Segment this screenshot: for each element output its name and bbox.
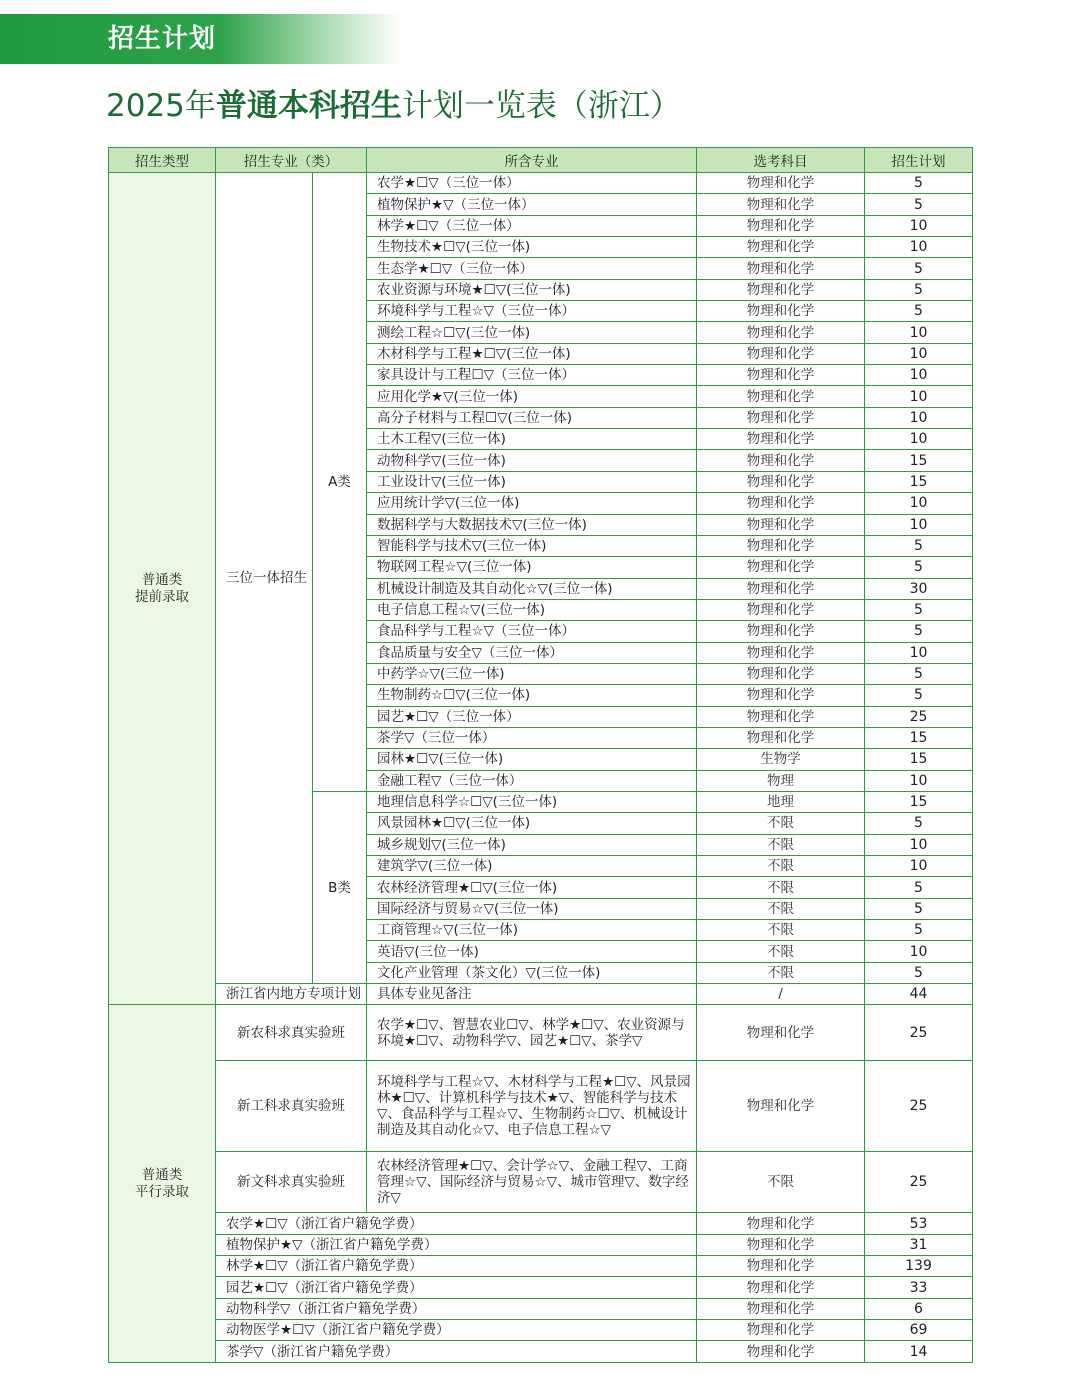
required-subjects: 物理和化学 — [697, 237, 865, 258]
major-name: 农学★☐▽（浙江省户籍免学费） — [216, 1213, 697, 1234]
required-subjects: 物理和化学 — [697, 1298, 865, 1319]
required-subjects: 物理和化学 — [697, 727, 865, 748]
required-subjects: 物理和化学 — [697, 706, 865, 727]
required-subjects: 地理 — [697, 791, 865, 812]
plan-count: 139 — [865, 1256, 973, 1277]
table-row — [109, 1005, 973, 1061]
major-name: 应用化学★▽(三位一体) — [367, 386, 697, 407]
table-row — [109, 1320, 973, 1341]
required-subjects: 物理和化学 — [697, 535, 865, 556]
plan-count: 6 — [865, 1298, 973, 1319]
major-name: 生物制药☆☐▽(三位一体) — [367, 685, 697, 706]
major-name: 植物保护★▽（三位一体） — [367, 194, 697, 215]
enrollment-plan-table — [108, 147, 973, 1363]
type-label-line1: 普通类 — [141, 1166, 183, 1183]
required-subjects: 不限 — [697, 856, 865, 877]
plan-count: 10 — [865, 407, 973, 428]
page-title — [106, 84, 681, 128]
required-subjects: 不限 — [697, 920, 865, 941]
plan-count: 5 — [865, 920, 973, 941]
type-label-line2: 提前录取 — [135, 588, 189, 605]
major-name: 木材科学与工程★☐▽(三位一体) — [367, 343, 697, 364]
table-row — [109, 1213, 973, 1234]
col-header-plan: 招生计划 — [865, 148, 973, 173]
type-label-line1: 普通类 — [141, 571, 183, 588]
required-subjects: 不限 — [697, 877, 865, 898]
major-name: 建筑学▽(三位一体) — [367, 856, 697, 877]
type-early-admission — [109, 173, 216, 1005]
major-name: 智能科学与技术▽(三位一体) — [367, 535, 697, 556]
major-name: 具体专业见备注 — [367, 984, 697, 1005]
plan-count: 15 — [865, 791, 973, 812]
required-subjects: 物理和化学 — [697, 407, 865, 428]
plan-count: 5 — [865, 173, 973, 194]
plan-count: 10 — [865, 514, 973, 535]
major-name: 国际经济与贸易☆▽(三位一体) — [367, 898, 697, 919]
major-name: 动物科学▽（浙江省户籍免学费） — [216, 1298, 697, 1319]
plan-count: 14 — [865, 1341, 973, 1362]
plan-count: 10 — [865, 365, 973, 386]
plan-count: 33 — [865, 1277, 973, 1298]
type-parallel-admission — [109, 1005, 216, 1362]
required-subjects: 物理和化学 — [697, 1005, 865, 1061]
required-subjects: 物理和化学 — [697, 450, 865, 471]
required-subjects: 物理和化学 — [697, 471, 865, 492]
table-row — [109, 1234, 973, 1255]
required-subjects: 物理和化学 — [697, 215, 865, 236]
plan-count: 30 — [865, 578, 973, 599]
plan-count: 5 — [865, 813, 973, 834]
plan-count: 15 — [865, 727, 973, 748]
major-name: 英语▽(三位一体) — [367, 941, 697, 962]
required-subjects: 物理和化学 — [697, 343, 865, 364]
major-name: 应用统计学▽(三位一体) — [367, 493, 697, 514]
required-subjects: 物理和化学 — [697, 386, 865, 407]
plan-count: 10 — [865, 941, 973, 962]
required-subjects: 物理和化学 — [697, 279, 865, 300]
required-subjects: 不限 — [697, 834, 865, 855]
major-name: 生态学★☐▽（三位一体） — [367, 258, 697, 279]
major-list: 农学★☐▽、智慧农业☐▽、林学★☐▽、农业资源与环境★☐▽、动物科学▽、园艺★☐▽、茶学▽ — [367, 1005, 697, 1061]
table-row — [109, 173, 973, 194]
major-name: 食品质量与安全▽（三位一体） — [367, 642, 697, 663]
plan-count: 10 — [865, 770, 973, 791]
table-row — [109, 1298, 973, 1319]
required-subjects: 物理和化学 — [697, 301, 865, 322]
major-name: 林学★☐▽（浙江省户籍免学费） — [216, 1256, 697, 1277]
required-subjects: 物理和化学 — [697, 258, 865, 279]
required-subjects: 不限 — [697, 813, 865, 834]
required-subjects: / — [697, 984, 865, 1005]
major-name: 茶学▽（三位一体） — [367, 727, 697, 748]
required-subjects: 物理和化学 — [697, 493, 865, 514]
major-name: 工商管理☆▽(三位一体) — [367, 920, 697, 941]
special-plan-category: 浙江省内地方专项计划 — [216, 984, 367, 1005]
required-subjects: 物理和化学 — [697, 1234, 865, 1255]
required-subjects: 物理和化学 — [697, 578, 865, 599]
table-header-row — [109, 148, 973, 173]
type-label-line2: 平行录取 — [135, 1183, 189, 1200]
plan-count: 10 — [865, 343, 973, 364]
major-name: 茶学▽（浙江省户籍免学费） — [216, 1341, 697, 1362]
major-name: 测绘工程☆☐▽(三位一体) — [367, 322, 697, 343]
title-year: 2025年 — [106, 88, 216, 124]
major-name: 动物医学★☐▽（浙江省户籍免学费） — [216, 1320, 697, 1341]
major-name: 城乡规划▽(三位一体) — [367, 834, 697, 855]
col-header-type: 招生类型 — [109, 148, 216, 173]
required-subjects: 物理和化学 — [697, 1061, 865, 1152]
major-name: 生物技术★☐▽(三位一体) — [367, 237, 697, 258]
plan-count: 25 — [865, 706, 973, 727]
plan-count: 25 — [865, 1061, 973, 1152]
major-name: 植物保护★▽（浙江省户籍免学费） — [216, 1234, 697, 1255]
plan-count: 5 — [865, 535, 973, 556]
required-subjects: 物理和化学 — [697, 621, 865, 642]
major-name: 园林★☐▽(三位一体) — [367, 749, 697, 770]
plan-count: 5 — [865, 685, 973, 706]
required-subjects: 物理和化学 — [697, 322, 865, 343]
required-subjects: 不限 — [697, 1152, 865, 1213]
section-banner — [0, 14, 400, 64]
plan-count: 5 — [865, 258, 973, 279]
table-row — [109, 1341, 973, 1362]
experimental-class-name: 新文科求真实验班 — [216, 1152, 367, 1213]
plan-count: 5 — [865, 877, 973, 898]
required-subjects: 物理和化学 — [697, 194, 865, 215]
table-row — [109, 984, 973, 1005]
title-rest: 计划一览表（浙江） — [401, 88, 681, 124]
required-subjects: 不限 — [697, 962, 865, 983]
major-name: 电子信息工程☆▽(三位一体) — [367, 599, 697, 620]
major-name: 高分子材料与工程☐▽(三位一体) — [367, 407, 697, 428]
plan-count: 15 — [865, 749, 973, 770]
col-header-majors: 所含专业 — [367, 148, 697, 173]
plan-count: 10 — [865, 429, 973, 450]
required-subjects: 物理和化学 — [697, 1256, 865, 1277]
required-subjects: 物理和化学 — [697, 663, 865, 684]
plan-count: 25 — [865, 1152, 973, 1213]
required-subjects: 物理和化学 — [697, 1341, 865, 1362]
required-subjects: 物理和化学 — [697, 173, 865, 194]
plan-count: 10 — [865, 856, 973, 877]
major-name: 园艺★☐▽（浙江省户籍免学费） — [216, 1277, 697, 1298]
major-name: 金融工程▽（三位一体） — [367, 770, 697, 791]
major-name: 物联网工程☆▽(三位一体) — [367, 557, 697, 578]
table-row — [109, 1256, 973, 1277]
plan-count: 5 — [865, 898, 973, 919]
required-subjects: 物理和化学 — [697, 429, 865, 450]
plan-count: 5 — [865, 557, 973, 578]
required-subjects: 物理 — [697, 770, 865, 791]
major-name: 中药学☆▽(三位一体) — [367, 663, 697, 684]
plan-count: 10 — [865, 237, 973, 258]
major-name: 林学★☐▽（三位一体） — [367, 215, 697, 236]
plan-count: 5 — [865, 279, 973, 300]
plan-count: 44 — [865, 984, 973, 1005]
major-name: 家具设计与工程☐▽（三位一体） — [367, 365, 697, 386]
major-name: 工业设计▽(三位一体) — [367, 471, 697, 492]
major-name: 农学★☐▽（三位一体） — [367, 173, 697, 194]
required-subjects: 物理和化学 — [697, 599, 865, 620]
major-name: 农业资源与环境★☐▽(三位一体) — [367, 279, 697, 300]
major-name: 环境科学与工程☆▽（三位一体） — [367, 301, 697, 322]
plan-count: 10 — [865, 834, 973, 855]
plan-count: 5 — [865, 301, 973, 322]
plan-count: 31 — [865, 1234, 973, 1255]
plan-count: 5 — [865, 194, 973, 215]
required-subjects: 生物学 — [697, 749, 865, 770]
required-subjects: 物理和化学 — [697, 685, 865, 706]
experimental-class-name: 新农科求真实验班 — [216, 1005, 367, 1061]
major-list: 环境科学与工程☆▽、木材科学与工程★☐▽、风景园林★☐▽、计算机科学与技术★▽、智能科学与技术▽、食品科学与工程☆▽、生物制药☆☐▽、机械设计制造及其自动化☆▽、电子信息工程☆▽ — [367, 1061, 697, 1152]
plan-count: 10 — [865, 386, 973, 407]
required-subjects: 不限 — [697, 898, 865, 919]
major-name: 土木工程▽(三位一体) — [367, 429, 697, 450]
major-name: 风景园林★☐▽(三位一体) — [367, 813, 697, 834]
major-name: 食品科学与工程☆▽（三位一体） — [367, 621, 697, 642]
table-row — [109, 1152, 973, 1213]
required-subjects: 不限 — [697, 941, 865, 962]
required-subjects: 物理和化学 — [697, 365, 865, 386]
experimental-class-name: 新工科求真实验班 — [216, 1061, 367, 1152]
plan-count: 15 — [865, 471, 973, 492]
major-name: 农林经济管理★☐▽(三位一体) — [367, 877, 697, 898]
plan-count: 69 — [865, 1320, 973, 1341]
table-body — [109, 173, 973, 1363]
major-name: 文化产业管理（茶文化）▽(三位一体) — [367, 962, 697, 983]
banner-title: 招生计划 — [108, 24, 217, 54]
major-name: 机械设计制造及其自动化☆▽(三位一体) — [367, 578, 697, 599]
category-trinity: 三位一体招生 — [216, 173, 313, 984]
required-subjects: 物理和化学 — [697, 514, 865, 535]
plan-count: 10 — [865, 642, 973, 663]
major-name: 园艺★☐▽（三位一体） — [367, 706, 697, 727]
major-name: 动物科学▽(三位一体) — [367, 450, 697, 471]
col-header-subjects: 选考科目 — [697, 148, 865, 173]
plan-count: 15 — [865, 450, 973, 471]
plan-count: 25 — [865, 1005, 973, 1061]
plan-count: 10 — [865, 493, 973, 514]
plan-count: 5 — [865, 621, 973, 642]
plan-count: 53 — [865, 1213, 973, 1234]
plan-count: 5 — [865, 663, 973, 684]
plan-count: 5 — [865, 599, 973, 620]
title-bold: 普通本科招生 — [215, 88, 402, 124]
required-subjects: 物理和化学 — [697, 557, 865, 578]
required-subjects: 物理和化学 — [697, 1213, 865, 1234]
plan-count: 10 — [865, 215, 973, 236]
plan-count: 5 — [865, 962, 973, 983]
table-row — [109, 1277, 973, 1298]
major-name: 数据科学与大数据技术▽(三位一体) — [367, 514, 697, 535]
plan-count: 10 — [865, 322, 973, 343]
required-subjects: 物理和化学 — [697, 1320, 865, 1341]
required-subjects: 物理和化学 — [697, 642, 865, 663]
group-a-label: A类 — [313, 173, 367, 792]
group-b-label: B类 — [313, 791, 367, 983]
table-row — [109, 1061, 973, 1152]
major-list: 农林经济管理★☐▽、会计学☆▽、金融工程▽、工商管理☆▽、国际经济与贸易☆▽、城市管理▽、数字经济▽ — [367, 1152, 697, 1213]
col-header-category: 招生专业（类） — [216, 148, 367, 173]
required-subjects: 物理和化学 — [697, 1277, 865, 1298]
major-name: 地理信息科学☆☐▽(三位一体) — [367, 791, 697, 812]
